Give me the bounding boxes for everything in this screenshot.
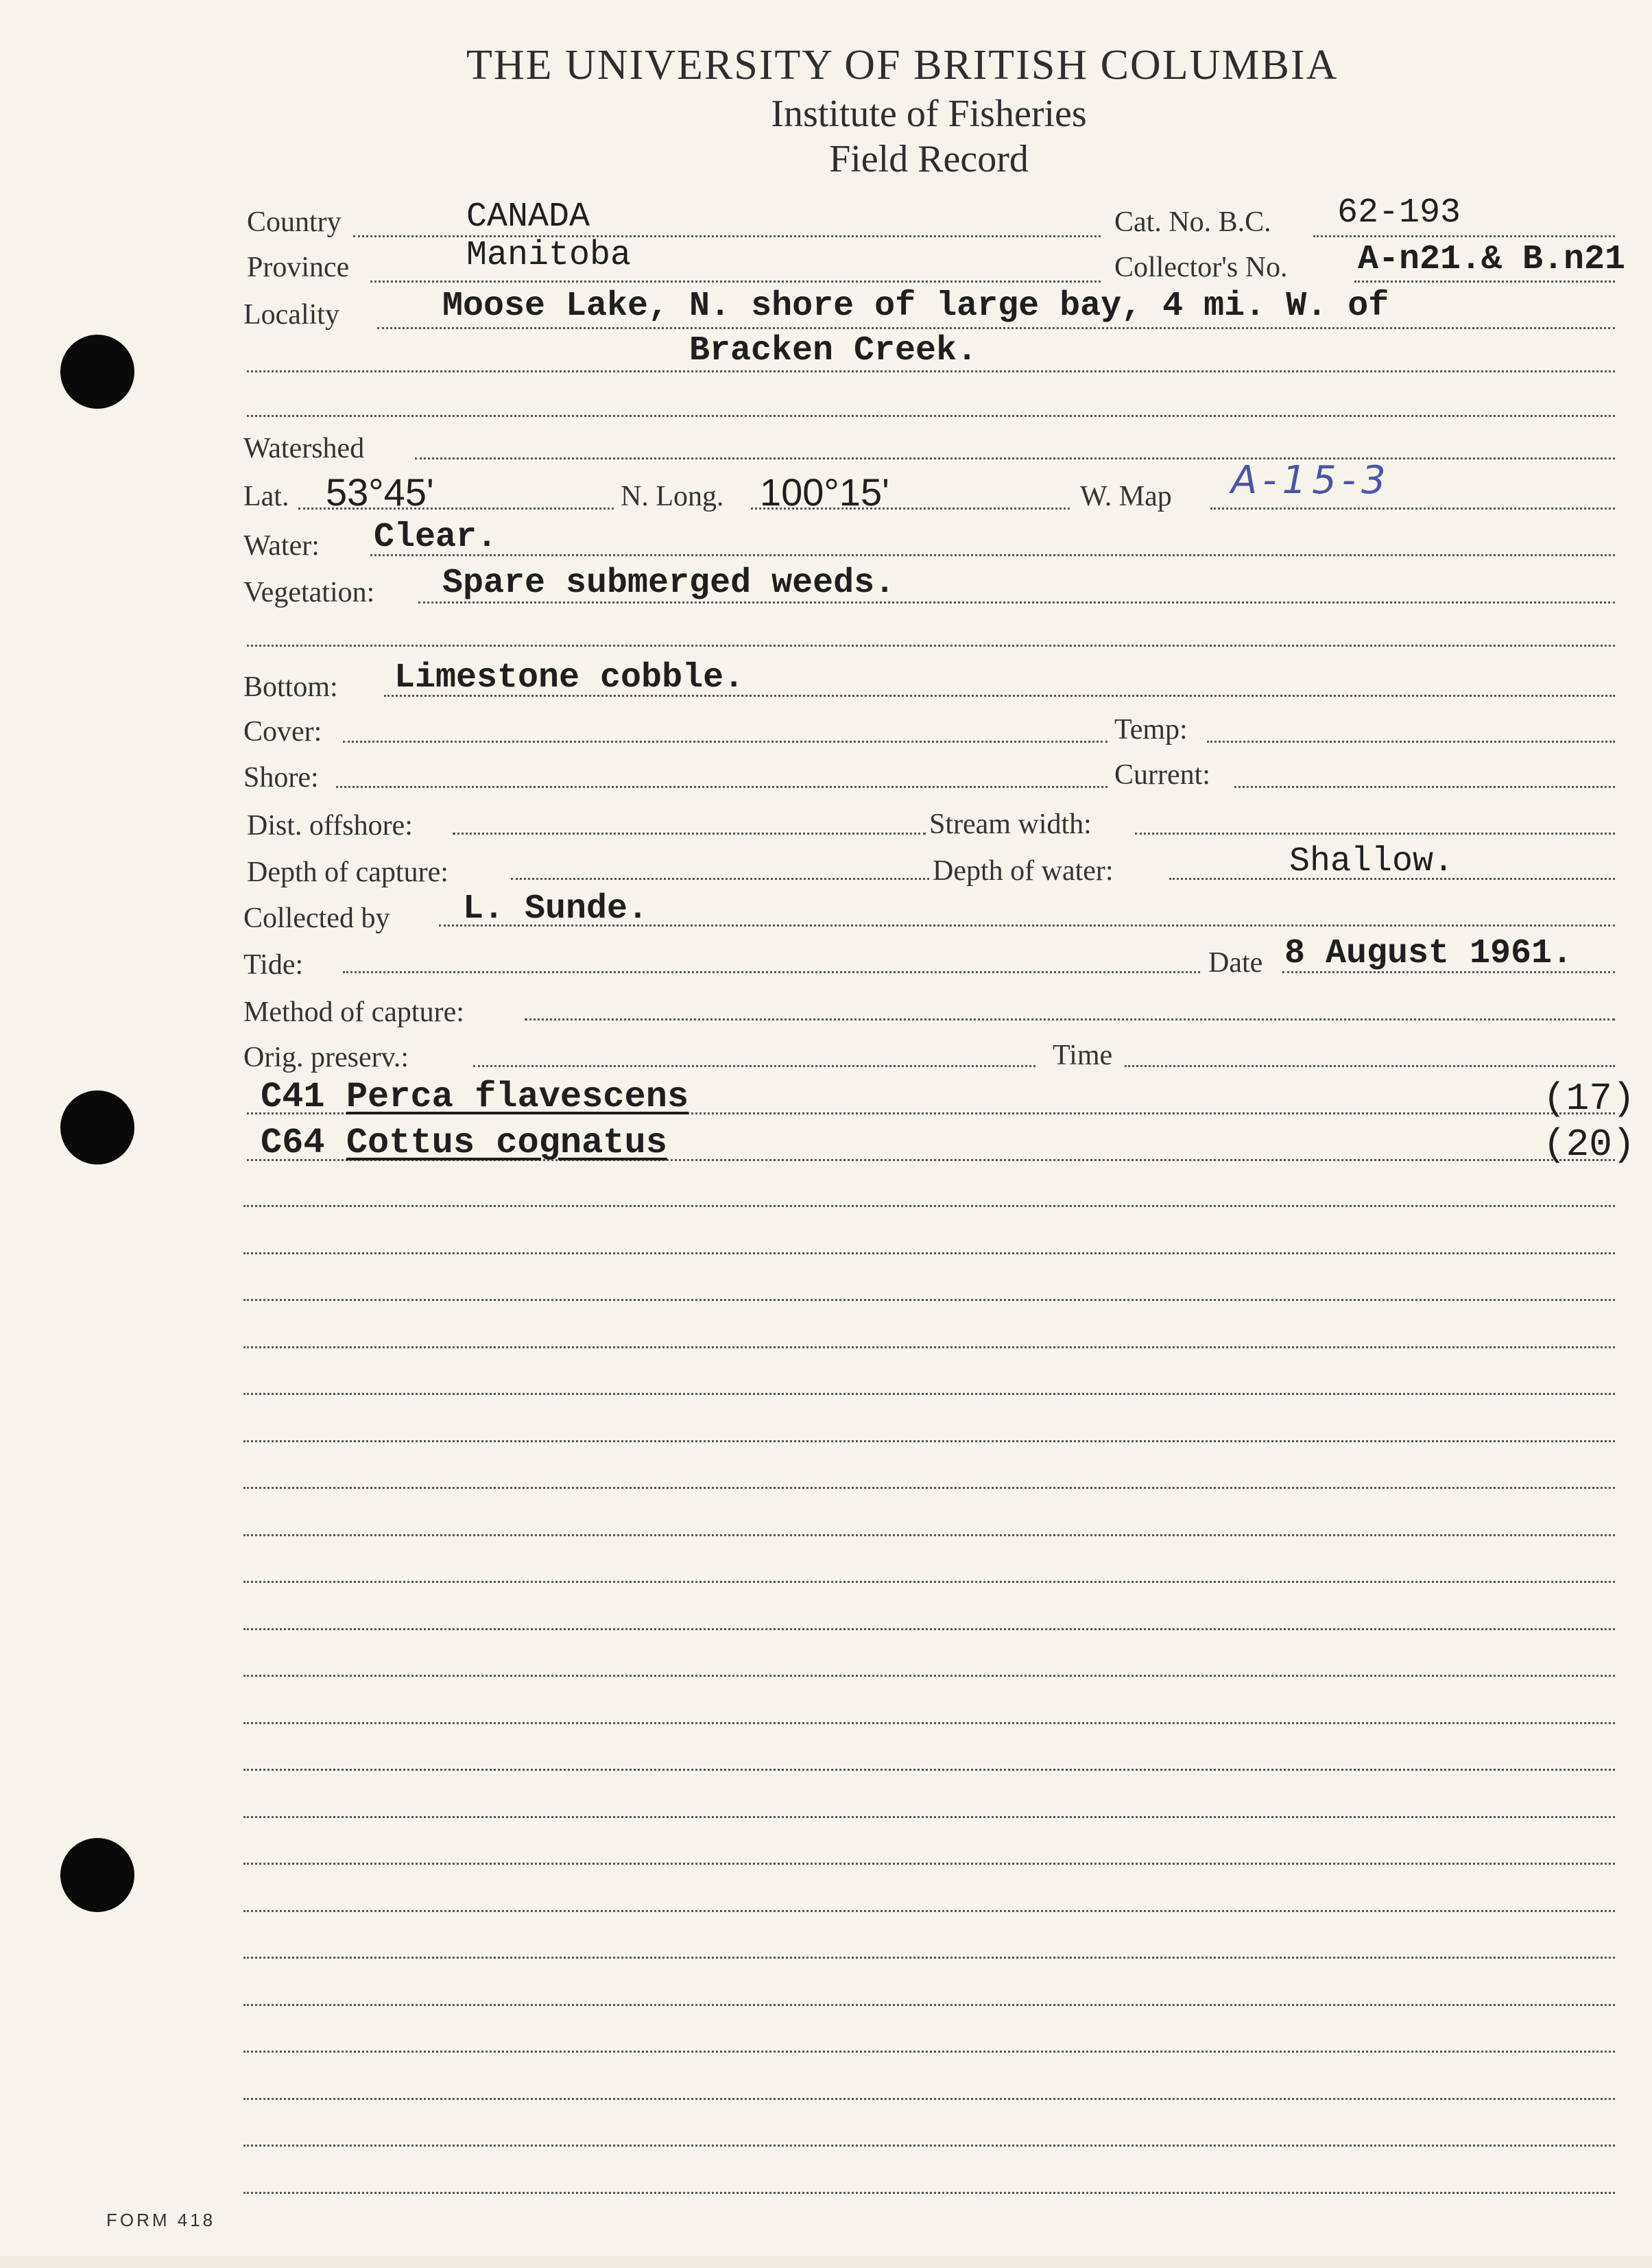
blank-ruled-line — [243, 1628, 1615, 1630]
punch-hole-middle — [60, 1090, 134, 1165]
blank-ruled-line — [243, 1816, 1615, 1818]
map-label: W. Map — [1080, 481, 1172, 512]
map-line — [1210, 508, 1615, 510]
species-row-2 — [261, 1123, 667, 1163]
long-value: 100°15' — [760, 470, 889, 514]
vegetation-label: Vegetation: — [243, 577, 375, 608]
blank-ruled-line — [243, 1675, 1615, 1677]
species-count: (17) — [1543, 1077, 1636, 1121]
temp-label: Temp: — [1114, 714, 1188, 745]
long-label: N. Long. — [621, 481, 724, 512]
blank-ruled-line — [243, 1581, 1615, 1583]
province-line — [370, 280, 1101, 283]
map-value: A-15-3 — [1231, 458, 1391, 503]
blank-ruled-line — [243, 1487, 1615, 1489]
blank-ruled-line — [243, 1863, 1615, 1865]
locality-value-2: Bracken Creek. — [689, 331, 978, 370]
method-line — [525, 1018, 1615, 1020]
blank-ruled-line — [243, 1393, 1615, 1395]
date-value: 8 August 1961. — [1284, 934, 1573, 973]
cat-no-line — [1313, 235, 1615, 237]
current-label: Current: — [1114, 759, 1210, 791]
locality-line-2 — [247, 370, 1615, 372]
blank-ruled-line — [243, 2192, 1615, 2194]
collected-by-value: L. Sunde. — [463, 890, 649, 929]
blank-ruled-line — [243, 1534, 1615, 1536]
species-name: Perca flavescens — [346, 1077, 689, 1117]
species-code: C64 — [261, 1123, 325, 1163]
card-bottom-edge — [0, 2256, 1652, 2268]
blank-ruled-line — [243, 1910, 1615, 1912]
shore-label: Shore: — [243, 762, 319, 793]
cat-no-label: Cat. No. B.C. — [1114, 206, 1271, 238]
blank-ruled-line — [243, 2098, 1615, 2100]
time-label: Time — [1053, 1040, 1113, 1071]
depth-capture-line — [511, 878, 929, 880]
species-name: Cottus cognatus — [346, 1123, 667, 1163]
locality-label: Locality — [243, 299, 339, 331]
blank-ruled-line — [243, 1252, 1615, 1254]
bottom-value: Limestone cobble. — [394, 658, 745, 697]
lat-value: 53°45' — [326, 470, 434, 514]
blank-ruled-line — [243, 2145, 1615, 2147]
collectors-no-line — [1354, 280, 1615, 283]
method-label: Method of capture: — [243, 996, 464, 1028]
vegetation-line-2 — [247, 645, 1615, 647]
province-label: Province — [247, 252, 350, 283]
stream-width-line — [1135, 833, 1615, 835]
blank-ruled-line — [243, 1769, 1615, 1771]
depth-water-value: Shallow. — [1289, 842, 1455, 881]
country-label: Country — [247, 206, 342, 238]
watershed-line — [415, 457, 1615, 459]
form-number: FORM 418 — [106, 2210, 216, 2230]
bottom-label: Bottom: — [243, 671, 338, 703]
punch-hole-top — [60, 335, 134, 409]
depth-capture-label: Depth of capture: — [247, 857, 448, 888]
country-value: CANADA — [466, 198, 590, 237]
date-label: Date — [1208, 947, 1263, 979]
tide-label: Tide: — [243, 949, 304, 981]
species-count: (20) — [1543, 1123, 1636, 1167]
watershed-label: Watershed — [243, 433, 365, 464]
shore-line — [336, 786, 1108, 788]
stream-width-label: Stream width: — [929, 809, 1092, 840]
punch-hole-bottom — [60, 1838, 134, 1912]
locality-value-1: Moose Lake, N. shore of large bay, 4 mi. W. of — [442, 287, 1389, 326]
record-title: Field Record — [829, 138, 1029, 180]
blank-ruled-line — [243, 1440, 1615, 1442]
blank-ruled-line — [243, 2004, 1615, 2006]
species-code: C41 — [261, 1077, 325, 1117]
lat-label: Lat. — [243, 481, 289, 512]
institute-title: Institute of Fisheries — [771, 93, 1087, 135]
orig-preserv-label: Orig. preserv.: — [243, 1042, 409, 1073]
dist-offshore-line — [453, 833, 926, 835]
blank-ruled-line — [243, 1299, 1615, 1301]
university-title — [0, 41, 1652, 90]
species-row-1 — [261, 1077, 689, 1117]
vegetation-value: Spare submerged weeds. — [442, 564, 896, 603]
blank-ruled-line — [243, 1346, 1615, 1348]
locality-line-3 — [247, 415, 1615, 417]
blank-ruled-line — [243, 1957, 1615, 1959]
blank-ruled-line — [243, 1722, 1615, 1724]
collectors-no-label: Collector's No. — [1114, 252, 1288, 283]
time-line — [1125, 1065, 1615, 1067]
depth-water-label: Depth of water: — [933, 855, 1114, 887]
university-title-text: THE UNIVERSITY OF BRITISH COLUMBIA — [466, 42, 1339, 88]
cover-label: Cover: — [243, 716, 322, 748]
water-label: Water: — [243, 530, 320, 562]
water-value: Clear. — [374, 518, 498, 557]
blank-ruled-line — [243, 1205, 1615, 1207]
water-line — [370, 554, 1615, 556]
cover-line — [343, 741, 1108, 743]
country-line — [353, 235, 1101, 237]
collected-by-label: Collected by — [243, 903, 390, 934]
temp-line — [1207, 741, 1615, 743]
dist-offshore-label: Dist. offshore: — [247, 810, 413, 841]
tide-line — [343, 971, 1200, 973]
locality-line-1 — [377, 327, 1615, 329]
province-value: Manitoba — [466, 236, 632, 275]
collectors-no-value: A-n21.& B.n21 — [1358, 240, 1626, 279]
cat-no-value: 62-193 — [1337, 193, 1461, 232]
blank-ruled-line — [243, 2051, 1615, 2053]
orig-preserv-line — [473, 1065, 1036, 1067]
current-line — [1234, 786, 1615, 788]
